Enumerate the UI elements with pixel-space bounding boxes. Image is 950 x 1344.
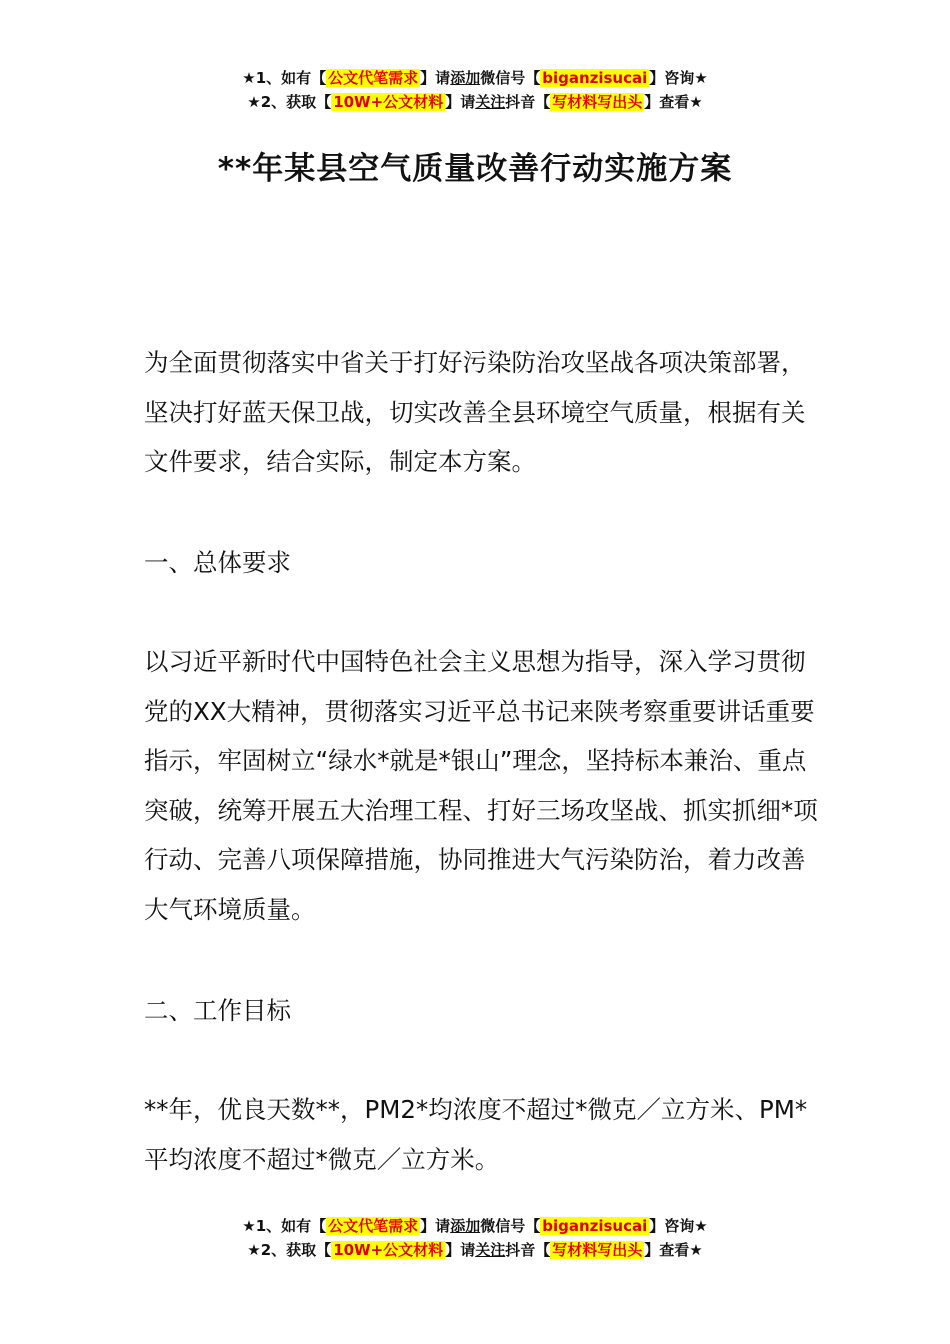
section-heading-general-requirements: 一、总体要求 [144, 548, 291, 577]
banner-line-2 [0, 1238, 950, 1262]
section-body-general-requirements: 以习近平新时代中国特色社会主义思想为指导，深入学习贯彻党的XX大精神，贯彻落实习近平总书记来陕考察重要讲话重要指示，牢固树立“绿水*就是*银山”理念，坚持标本兼治、重点突破，统筹开展五大治理工程、打好三场攻坚战、抓实抓细*项行动、完善八项保障措施，协同推进大气污染防治，着力改善大气环境质量。 [144, 647, 818, 924]
footer-banner [0, 1214, 950, 1262]
banner-line-1 [0, 1214, 950, 1238]
banner-text: ★1、如有【 [242, 1217, 327, 1235]
banner-highlight: 10W+公文材料 [333, 1241, 444, 1259]
banner-text: ★2、获取【 [247, 93, 332, 111]
banner-text: 】请 [420, 1217, 451, 1235]
banner-text: 】查看★ [644, 1241, 703, 1259]
banner-text: 抖音【 [505, 1241, 551, 1259]
banner-highlight: biganzisucai [542, 69, 648, 87]
banner-text: 】请 [445, 1241, 476, 1259]
banner-text: 抖音【 [505, 93, 551, 111]
banner-highlight: 写材料写出头 [552, 1241, 643, 1259]
banner-underline: 关注 [475, 93, 506, 111]
intro-paragraph: 为全面贯彻落实中省关于打好污染防治攻坚战各项决策部署，坚决打好蓝天保卫战，切实改善全县环境空气质量，根据有关文件要求，结合实际，制定本方案。 [144, 348, 806, 476]
banner-text: ★2、获取【 [247, 1241, 332, 1259]
banner-underline: 关注 [475, 1241, 506, 1259]
document-title: **年某县空气质量改善行动实施方案 [217, 151, 733, 187]
section-heading-work-goals: 二、工作目标 [144, 996, 291, 1025]
banner-text: 微信号【 [480, 1217, 541, 1235]
banner-text: 】查看★ [644, 93, 703, 111]
banner-line-1 [0, 66, 950, 90]
banner-underline: 添加 [450, 69, 481, 87]
banner-text: 微信号【 [480, 69, 541, 87]
banner-highlight: 10W+公文材料 [333, 93, 444, 111]
banner-text: 】咨询★ [649, 69, 708, 87]
banner-underline: 添加 [450, 1217, 481, 1235]
banner-line-2 [0, 90, 950, 114]
header-banner [0, 66, 950, 114]
banner-highlight: 写材料写出头 [552, 93, 643, 111]
banner-text: 】请 [420, 69, 451, 87]
banner-highlight: 公文代笔需求 [328, 69, 419, 87]
section-body-work-goals: **年，优良天数**，PM2*均浓度不超过*微克／立方米、PM*平均浓度不超过*微克／立方米。 [144, 1095, 808, 1174]
banner-text: 】请 [445, 93, 476, 111]
banner-text: ★1、如有【 [242, 69, 327, 87]
banner-text: 】咨询★ [649, 1217, 708, 1235]
banner-highlight: biganzisucai [542, 1217, 648, 1235]
banner-highlight: 公文代笔需求 [328, 1217, 419, 1235]
